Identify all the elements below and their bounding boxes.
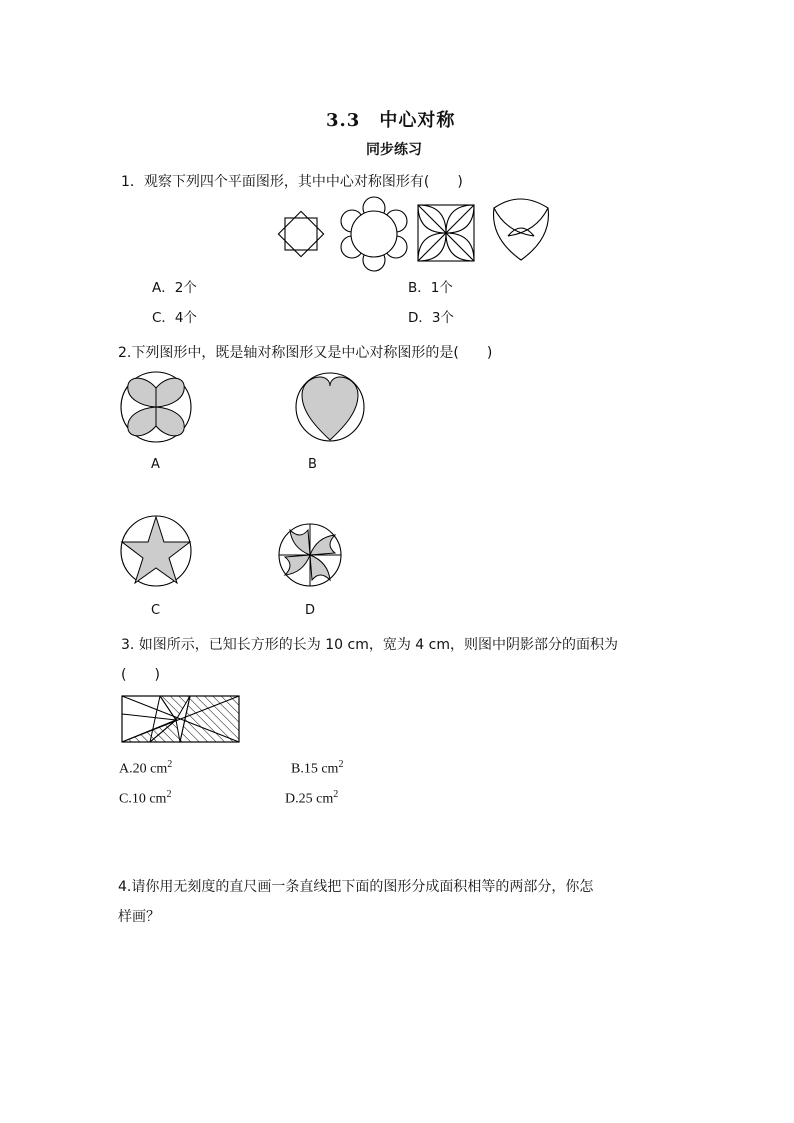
q2-label-b: B — [308, 457, 317, 472]
page-subtitle: 同步练习 — [366, 142, 422, 158]
question-4-text-line-2: 样画？ — [118, 909, 160, 925]
q3-option-d[interactable]: D.25 $cm^2$ — [285, 789, 339, 807]
q3-option-b[interactable]: B.15 $cm^2$ — [291, 759, 344, 777]
question-1-text: 1．观察下列四个平面图形，其中中心对称图形有( ) — [121, 174, 463, 190]
question-4-text-line-1: 4.请你用无刻度的直尺画一条直线把下面的图形分成面积相等的两部分，你怎 — [118, 879, 594, 895]
q2-label-d: D — [305, 603, 316, 618]
page-title: 3.3 中心对称 — [326, 110, 456, 131]
question-3-text-line-2: ( ) — [121, 667, 160, 683]
q2-label-c: C — [151, 603, 161, 618]
question-3-text-line-1: 3. 如图所示，已知长方形的长为 10 cm，宽为 4 cm，则图中阴影部分的面积为 — [121, 637, 618, 653]
q2-label-a: A — [151, 457, 160, 472]
q1-option-b[interactable]: B．1个 — [408, 280, 453, 296]
q3-option-a[interactable]: A.20 $cm^2$ — [119, 759, 173, 777]
q3-option-c[interactable]: C.10 $cm^2$ — [119, 789, 172, 807]
question-2-text: 2.下列图形中，既是轴对称图形又是中心对称图形的是( ) — [118, 345, 493, 361]
q1-option-c[interactable]: C．4个 — [152, 310, 198, 326]
q1-option-a[interactable]: A．2个 — [152, 280, 197, 296]
q1-option-d[interactable]: D．3个 — [408, 310, 454, 326]
